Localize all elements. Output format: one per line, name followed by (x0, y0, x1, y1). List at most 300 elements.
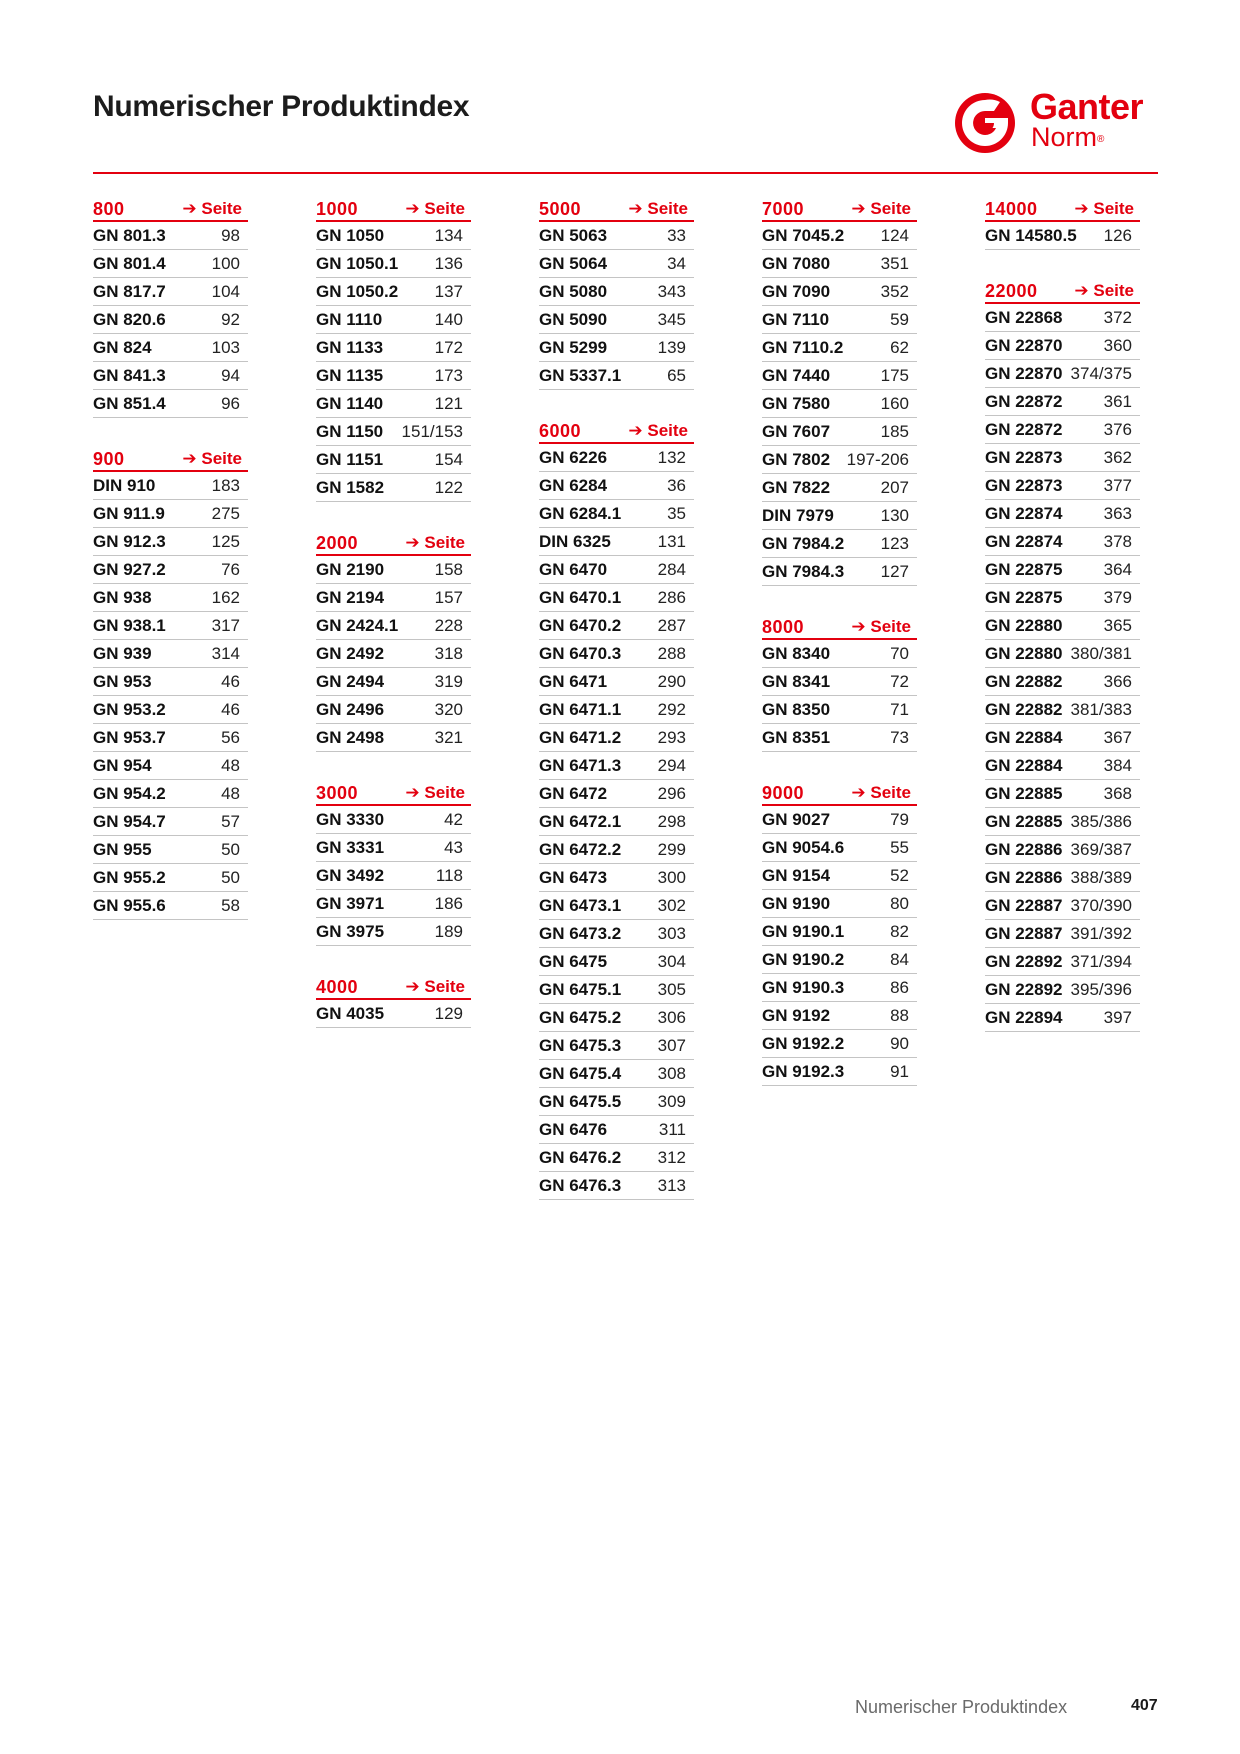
page-reference: 122 (434, 477, 463, 497)
index-row (316, 1000, 471, 1028)
group-page-label: ➔ Seite (851, 617, 911, 636)
page-reference: 140 (434, 309, 463, 329)
page-reference: 98 (221, 225, 240, 245)
product-code: GN 6475.3 (539, 1035, 622, 1055)
page-reference: 286 (657, 587, 686, 607)
page-reference: 46 (221, 699, 240, 719)
page-reference: 300 (657, 867, 686, 887)
product-code: GN 1135 (316, 365, 384, 385)
page-reference: 71 (890, 699, 909, 719)
product-code: GN 6475.5 (539, 1091, 622, 1111)
index-row (539, 1088, 694, 1116)
index-group (539, 418, 694, 1200)
index-row (762, 362, 917, 390)
group-page-label: ➔ Seite (851, 783, 911, 802)
page-reference: 118 (435, 865, 463, 885)
page-reference: 308 (657, 1063, 686, 1083)
index-row (539, 724, 694, 752)
page-reference: 374/375 (1070, 363, 1132, 383)
product-code: GN 8350 (762, 699, 831, 719)
index-row (762, 530, 917, 558)
page-reference: 275 (211, 503, 240, 523)
page-reference: 345 (657, 309, 686, 329)
page-reference: 290 (657, 671, 686, 691)
index-row (539, 1116, 694, 1144)
page-reference: 82 (890, 921, 909, 941)
product-code: GN 5063 (539, 225, 608, 245)
page-reference: 292 (657, 699, 686, 719)
index-row (985, 444, 1140, 472)
index-row (762, 278, 917, 306)
index-row (762, 502, 917, 530)
page-reference: 65 (667, 365, 686, 385)
index-row (539, 528, 694, 556)
page-reference: 100 (211, 253, 240, 273)
product-code: GN 22872 (985, 419, 1063, 439)
product-code: GN 9192 (762, 1005, 831, 1025)
product-code: GN 7984.2 (762, 533, 845, 553)
index-row (93, 668, 248, 696)
product-code: GN 6472.2 (539, 839, 622, 859)
page-reference: 86 (890, 977, 909, 997)
page-reference: 126 (1103, 225, 1132, 245)
index-row (93, 836, 248, 864)
index-row (316, 446, 471, 474)
index-row (539, 584, 694, 612)
group-header (316, 196, 471, 222)
index-row (93, 724, 248, 752)
index-row (985, 640, 1140, 668)
index-row (762, 668, 917, 696)
page-reference: 365 (1103, 615, 1132, 635)
product-code: GN 6471.3 (539, 755, 622, 775)
index-row (316, 724, 471, 752)
product-code: GN 5299 (539, 337, 608, 357)
group-header (93, 196, 248, 222)
index-group (316, 530, 471, 752)
page-reference: 84 (890, 949, 909, 969)
product-code: GN 7607 (762, 421, 831, 441)
index-row (93, 528, 248, 556)
page-reference: 364 (1103, 559, 1132, 579)
index-row (316, 390, 471, 418)
index-row (762, 974, 917, 1002)
product-code: GN 939 (93, 643, 152, 663)
product-code: GN 1150 (316, 421, 384, 441)
page-reference: 104 (211, 281, 240, 301)
index-row (539, 1032, 694, 1060)
page-reference: 125 (211, 531, 240, 551)
index-row (316, 806, 471, 834)
index-row (93, 864, 248, 892)
registered-mark: ® (1097, 134, 1105, 145)
product-code: GN 911.9 (93, 503, 165, 523)
product-code: GN 22885 (985, 811, 1063, 831)
page-reference: 62 (890, 337, 909, 357)
page-reference: 183 (211, 475, 240, 495)
group-page-label: ➔ Seite (1074, 281, 1134, 300)
product-code: GN 5080 (539, 281, 608, 301)
product-code: GN 22874 (985, 531, 1063, 551)
page-reference: 59 (890, 309, 909, 329)
index-row (93, 584, 248, 612)
page-reference: 55 (890, 837, 909, 857)
page-reference: 92 (221, 309, 240, 329)
index-row (985, 948, 1140, 976)
index-row (539, 836, 694, 864)
group-number: 1000 (316, 199, 359, 219)
page-reference: 309 (657, 1091, 686, 1111)
product-code: GN 9192.3 (762, 1061, 845, 1081)
index-row (539, 640, 694, 668)
index-row (316, 862, 471, 890)
page-reference: 307 (657, 1035, 686, 1055)
page-reference: 314 (211, 643, 240, 663)
group-page-label: ➔ Seite (182, 449, 242, 468)
product-code: GN 953 (93, 671, 152, 691)
product-code: GN 955.2 (93, 867, 166, 887)
page-reference: 306 (657, 1007, 686, 1027)
product-code: GN 2194 (316, 587, 385, 607)
index-row (762, 696, 917, 724)
product-code: GN 8340 (762, 643, 831, 663)
product-code: GN 6470 (539, 559, 608, 579)
page-reference: 197-206 (846, 449, 909, 469)
page-reference: 88 (890, 1005, 909, 1025)
page-reference: 103 (211, 337, 240, 357)
product-code: GN 5090 (539, 309, 608, 329)
page-reference: 154 (434, 449, 463, 469)
index-row (985, 780, 1140, 808)
index-row (985, 528, 1140, 556)
product-code: GN 7090 (762, 281, 831, 301)
index-row (985, 976, 1140, 1004)
index-row (93, 278, 248, 306)
product-code: GN 2190 (316, 559, 385, 579)
index-row (539, 808, 694, 836)
product-code: GN 9190.2 (762, 949, 845, 969)
group-header (762, 614, 917, 640)
product-code: GN 1151 (316, 449, 384, 469)
footer-label: Numerischer Produktindex (855, 1697, 1068, 1717)
index-row (762, 918, 917, 946)
page-reference: 160 (880, 393, 909, 413)
page-reference: 318 (434, 643, 463, 663)
product-code: GN 801.3 (93, 225, 166, 245)
product-code: GN 6475.1 (539, 979, 622, 999)
product-code: GN 955 (93, 839, 152, 859)
index-row (539, 306, 694, 334)
group-number: 800 (93, 199, 125, 219)
index-group (762, 780, 917, 1086)
page-reference: 91 (890, 1061, 909, 1081)
logo-wordmark-ganter: Ganter (1030, 86, 1144, 127)
page-reference: 123 (880, 533, 909, 553)
page-reference: 366 (1103, 671, 1132, 691)
index-row (539, 556, 694, 584)
product-code: GN 6473.1 (539, 895, 622, 915)
index-row (93, 808, 248, 836)
index-row (316, 306, 471, 334)
page-reference: 130 (880, 505, 909, 525)
product-code: GN 22880 (985, 615, 1063, 635)
page-reference: 96 (221, 393, 240, 413)
index-group (762, 614, 917, 752)
index-row (539, 444, 694, 472)
index-row (539, 864, 694, 892)
index-row (93, 306, 248, 334)
product-code: GN 6476 (539, 1119, 608, 1139)
header-divider (93, 172, 1158, 174)
page-reference: 172 (434, 337, 463, 357)
page-reference: 320 (434, 699, 463, 719)
product-code: GN 2494 (316, 671, 385, 691)
index-row (539, 696, 694, 724)
product-code: GN 8341 (762, 671, 831, 691)
index-group (985, 278, 1140, 1032)
group-page-label: ➔ Seite (405, 199, 465, 218)
index-row (539, 976, 694, 1004)
index-row (93, 500, 248, 528)
index-row (539, 780, 694, 808)
index-row (539, 668, 694, 696)
group-header (762, 780, 917, 806)
index-row (539, 892, 694, 920)
index-column (539, 196, 694, 1228)
index-row (762, 1058, 917, 1086)
index-row (985, 1004, 1140, 1032)
index-row (539, 222, 694, 250)
page-reference: 381/383 (1070, 699, 1132, 719)
product-code: GN 6472 (539, 783, 608, 803)
footer-page-number: 407 (1131, 1697, 1158, 1714)
product-code: GN 954 (93, 755, 152, 775)
index-row (93, 752, 248, 780)
product-code: DIN 7979 (762, 505, 834, 525)
product-code: GN 6471.2 (539, 727, 622, 747)
product-code: GN 22892 (985, 951, 1063, 971)
product-code: GN 9054.6 (762, 837, 845, 857)
product-code: GN 7580 (762, 393, 831, 413)
product-code: GN 3330 (316, 809, 385, 829)
page-reference: 121 (434, 393, 463, 413)
index-group (316, 780, 471, 946)
index-column (762, 196, 917, 1114)
product-code: GN 6476.3 (539, 1175, 622, 1195)
page-reference: 311 (658, 1119, 686, 1139)
index-row (762, 806, 917, 834)
page-reference: 385/386 (1070, 811, 1132, 831)
index-row (539, 334, 694, 362)
product-code: GN 22887 (985, 923, 1063, 943)
product-code: GN 3975 (316, 921, 385, 941)
product-code: GN 22886 (985, 839, 1063, 859)
index-row (93, 892, 248, 920)
index-row (762, 334, 917, 362)
product-code: GN 9154 (762, 865, 831, 885)
product-code: GN 7802 (762, 449, 831, 469)
page-reference: 351 (880, 253, 909, 273)
product-code: GN 22874 (985, 503, 1063, 523)
product-code: GN 9190 (762, 893, 831, 913)
product-code: GN 9190.3 (762, 977, 845, 997)
index-column (316, 196, 471, 1056)
index-group (539, 196, 694, 390)
page-reference: 298 (657, 811, 686, 831)
page-reference: 50 (221, 867, 240, 887)
product-code: GN 954.7 (93, 811, 166, 831)
group-page-label: ➔ Seite (851, 199, 911, 218)
product-code: GN 9192.2 (762, 1033, 845, 1053)
page-reference: 299 (657, 839, 686, 859)
index-row (985, 472, 1140, 500)
group-number: 9000 (762, 783, 805, 803)
index-row (539, 472, 694, 500)
index-group (316, 196, 471, 502)
product-code: GN 9027 (762, 809, 831, 829)
page-reference: 131 (657, 531, 686, 551)
page-reference: 391/392 (1070, 923, 1132, 943)
product-code: GN 6475.4 (539, 1063, 622, 1083)
product-code: GN 1050.2 (316, 281, 399, 301)
page-reference: 73 (890, 727, 909, 747)
group-number: 900 (93, 449, 125, 469)
page-reference: 48 (221, 755, 240, 775)
page-reference: 79 (890, 809, 909, 829)
page-reference: 34 (667, 253, 686, 273)
index-row (762, 946, 917, 974)
product-code: GN 22873 (985, 447, 1063, 467)
product-code: GN 22873 (985, 475, 1063, 495)
index-row (93, 696, 248, 724)
index-row (762, 890, 917, 918)
group-number: 7000 (762, 199, 805, 219)
product-code: GN 22882 (985, 671, 1063, 691)
page-reference: 379 (1103, 587, 1132, 607)
index-row (316, 334, 471, 362)
index-row (985, 808, 1140, 836)
product-code: GN 6471.1 (539, 699, 622, 719)
index-row (762, 1030, 917, 1058)
product-code: GN 6284.1 (539, 503, 622, 523)
page-reference: 46 (221, 671, 240, 691)
index-row (762, 474, 917, 502)
page-reference: 70 (890, 643, 909, 663)
product-code: GN 953.7 (93, 727, 166, 747)
product-code: GN 5064 (539, 253, 608, 273)
product-code: GN 22870 (985, 335, 1063, 355)
group-page-label: ➔ Seite (405, 977, 465, 996)
product-code: GN 3331 (316, 837, 385, 857)
product-code: GN 6473.2 (539, 923, 622, 943)
page-reference: 361 (1103, 391, 1132, 411)
page-reference: 151/153 (401, 421, 463, 441)
product-code: GN 824 (93, 337, 152, 357)
product-code: GN 22880 (985, 643, 1063, 663)
product-code: GN 7110.2 (762, 337, 844, 357)
group-header (316, 530, 471, 556)
product-code: GN 801.4 (93, 253, 166, 273)
index-row (762, 390, 917, 418)
product-code: GN 22885 (985, 783, 1063, 803)
group-number: 3000 (316, 783, 359, 803)
group-header (316, 974, 471, 1000)
index-row (762, 418, 917, 446)
product-code: GN 955.6 (93, 895, 166, 915)
index-row (316, 612, 471, 640)
product-code: GN 1140 (316, 393, 384, 413)
index-row (539, 278, 694, 306)
product-code: GN 22886 (985, 867, 1063, 887)
index-row (985, 612, 1140, 640)
index-row (985, 696, 1140, 724)
page-reference: 207 (880, 477, 909, 497)
index-row (93, 640, 248, 668)
page-reference: 343 (657, 281, 686, 301)
page-reference: 72 (890, 671, 909, 691)
index-row (93, 390, 248, 418)
page-reference: 57 (221, 811, 240, 831)
index-row (539, 948, 694, 976)
page-reference: 380/381 (1070, 643, 1132, 663)
index-row (539, 920, 694, 948)
product-code: GN 5337.1 (539, 365, 622, 385)
page-reference: 33 (667, 225, 686, 245)
page-reference: 129 (434, 1003, 463, 1023)
index-row (93, 472, 248, 500)
page-title: Numerischer Produktindex (93, 90, 470, 123)
product-code: GN 2496 (316, 699, 385, 719)
index-row (316, 278, 471, 306)
index-group (93, 196, 248, 418)
product-code: DIN 6325 (539, 531, 611, 551)
index-row (762, 446, 917, 474)
group-number: 22000 (985, 281, 1038, 301)
ganter-logo-mark-icon (950, 88, 1020, 158)
page-reference: 370/390 (1070, 895, 1132, 915)
page-reference: 186 (434, 893, 463, 913)
index-row (93, 556, 248, 584)
logo-wordmark-norm (1031, 122, 1104, 152)
index-row (93, 612, 248, 640)
index-row (985, 584, 1140, 612)
page-reference: 376 (1103, 419, 1132, 439)
product-code: GN 6472.1 (539, 811, 622, 831)
product-code: GN 22875 (985, 587, 1063, 607)
index-row (316, 584, 471, 612)
index-row (539, 500, 694, 528)
page-reference: 367 (1103, 727, 1132, 747)
group-header (316, 780, 471, 806)
page-reference: 321 (434, 727, 463, 747)
group-header (985, 278, 1140, 304)
product-code: GN 1110 (316, 309, 383, 329)
group-header (985, 196, 1140, 222)
index-group (93, 446, 248, 920)
page-reference: 384 (1103, 755, 1132, 775)
page-reference: 363 (1103, 503, 1132, 523)
product-code: GN 4035 (316, 1003, 385, 1023)
index-row (316, 474, 471, 502)
page-reference: 372 (1103, 307, 1132, 327)
product-code: GN 7080 (762, 253, 831, 273)
product-code: GN 14580.5 (985, 225, 1077, 245)
product-code: GN 817.7 (93, 281, 166, 301)
index-row (539, 362, 694, 390)
product-code: GN 22884 (985, 727, 1063, 747)
product-code: GN 8351 (762, 727, 831, 747)
index-row (985, 500, 1140, 528)
